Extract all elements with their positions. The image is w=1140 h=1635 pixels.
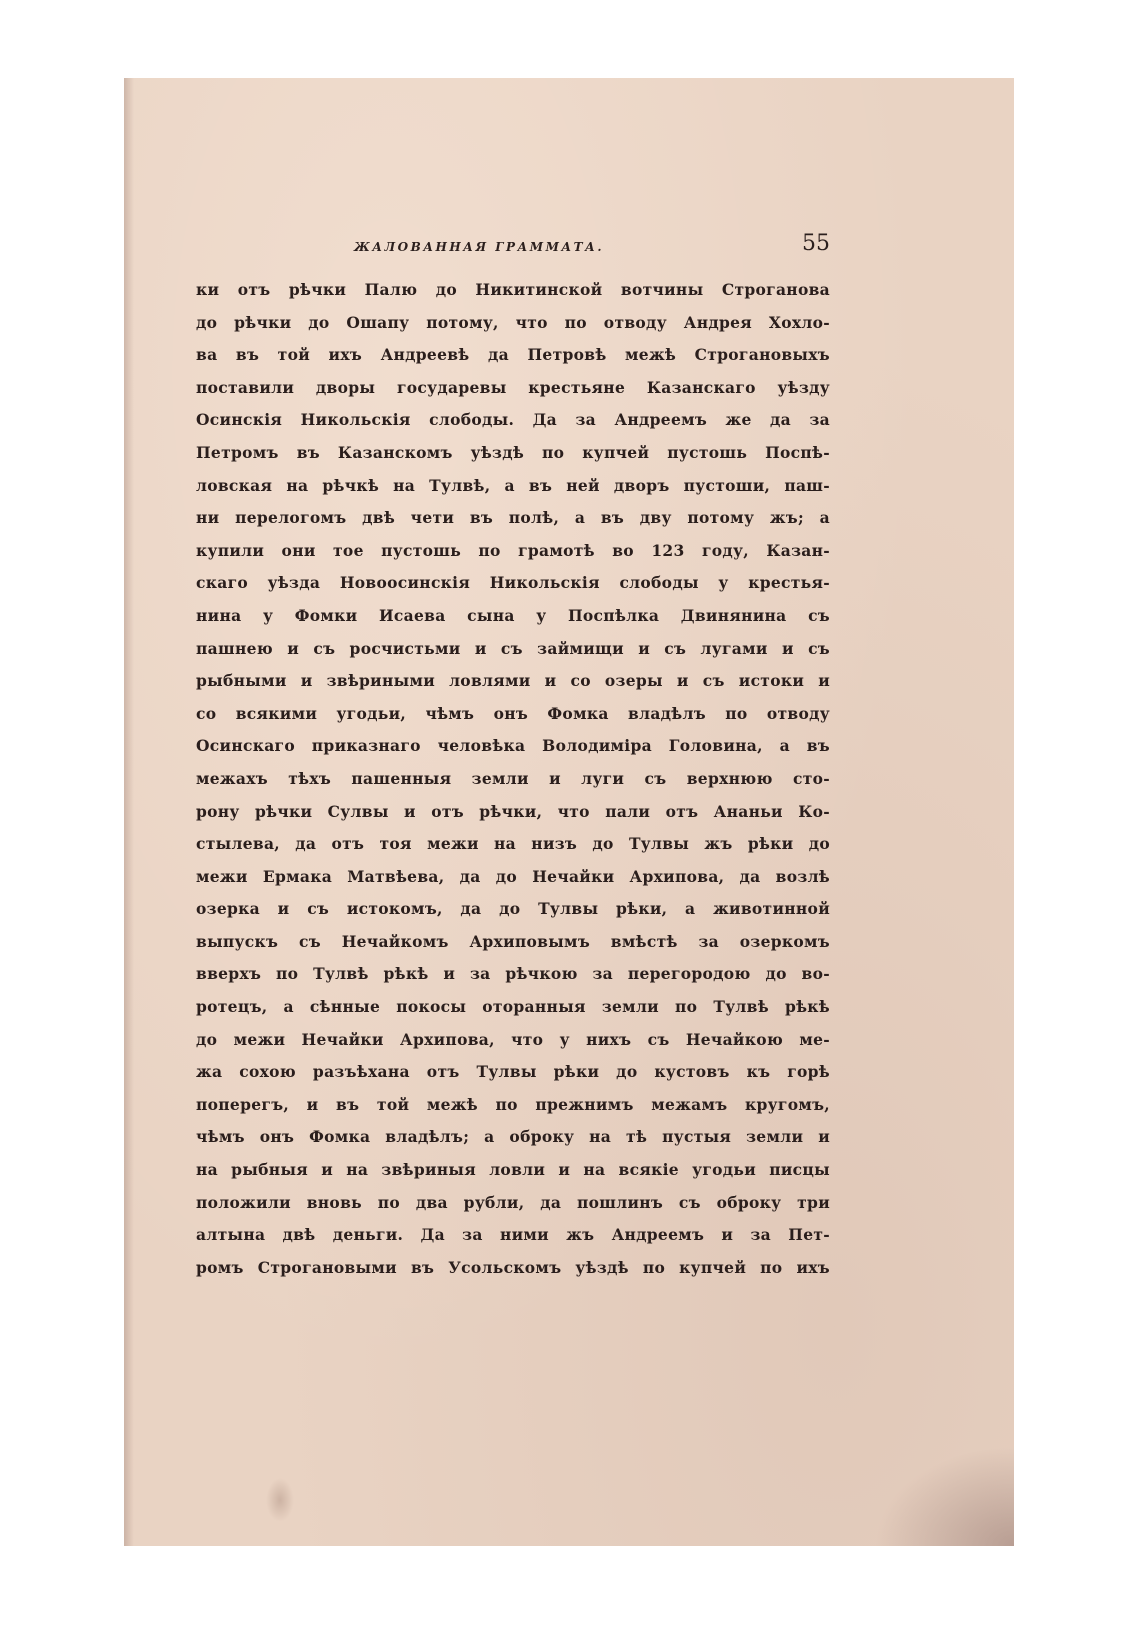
text-line: рыбными и звѣриными ловлями и со озеры и съ истоки и (196, 671, 830, 691)
page-corner-shadow (874, 1446, 1014, 1546)
text-line: Петромъ въ Казанскомъ уѣздѣ по купчей пустошь Поспѣ- (196, 442, 830, 462)
text-line: ки отъ рѣчки Палю до Никитинской вотчины Строганова (196, 280, 830, 299)
text-line: жа сохою разъѣхана отъ Тулвы рѣки до кустовъ къ горѣ (196, 1062, 830, 1082)
text-line: озерка и съ истокомъ, да до Тулвы рѣки, а животинной (196, 899, 830, 919)
text-line: чѣмъ онъ Фомка владѣлъ; а оброку на тѣ пустыя земли и (196, 1127, 830, 1147)
text-line: до рѣчки до Ошапу потому, что по отводу Андрея Хохло- (196, 312, 830, 332)
text-line: пашнею и съ росчистьми и съ займищи и съ лугами и съ (196, 638, 830, 658)
text-line: ни перелогомъ двѣ чети въ полѣ, а въ дву потому жъ; а (196, 508, 830, 528)
page-edge-shadow (124, 78, 134, 1546)
text-line: выпускъ съ Нечайкомъ Архиповымъ вмѣстѣ за озеркомъ (196, 931, 830, 951)
text-line: поперегъ, и въ той межѣ по прежнимъ межамъ кругомъ, (196, 1094, 830, 1114)
text-line: до межи Нечайки Архипова, что у нихъ съ Нечайкою ме- (196, 1029, 830, 1049)
running-title: ЖАЛОВАННАЯ ГРАММАТА. (354, 240, 605, 254)
text-line: со всякими угодьи, чѣмъ онъ Фомка владѣлъ по отводу (196, 703, 830, 723)
text-line: Осинскія Никольскія слободы. Да за Андреемъ же да за (196, 410, 830, 430)
text-line: нина у Фомки Исаева сына у Поспѣлка Двинянина съ (196, 605, 830, 625)
body-text (196, 274, 830, 1284)
text-line: на рыбныя и на звѣриныя ловли и на всякіе угодьи писцы (196, 1160, 830, 1180)
text-line: стылева, да отъ тоя межи на низъ до Тулвы жъ рѣки до (196, 834, 830, 854)
paper-stain (266, 1478, 294, 1522)
text-line: ловская на рѣчкѣ на Тулвѣ, а въ ней дворъ пустоши, паш- (196, 475, 830, 495)
text-line: межахъ тѣхъ пашенныя земли и луги съ верхнюю сто- (196, 768, 830, 788)
text-line: ротецъ, а сѣнные покосы оторанныя земли по Тулвѣ рѣкѣ (196, 997, 830, 1017)
page-number: 55 (802, 231, 830, 256)
text-line: ва въ той ихъ Андреевѣ да Петровѣ межѣ Строгановыхъ (196, 345, 830, 365)
text-line: межи Ермака Матвѣева, да до Нечайки Архипова, да возлѣ (196, 866, 830, 886)
text-line: купили они тое пустошь по грамотѣ во 123 году, Казан- (196, 540, 830, 560)
text-line: положили вновь по два рубли, да пошлинъ съ оброку три (196, 1192, 830, 1212)
text-line: Осинскаго приказнаго человѣка Володиміра Головина, а въ (196, 736, 830, 756)
text-line: ромъ Строгановыми въ Усольскомъ уѣздѣ по купчей по ихъ (196, 1257, 830, 1277)
page-header (196, 228, 830, 268)
text-line: рону рѣчки Сулвы и отъ рѣчки, что пали отъ Ананьи Ко- (196, 801, 830, 821)
text-line: вверхъ по Тулвѣ рѣкѣ и за рѣчкою за перегородою до во- (196, 964, 830, 984)
text-line: алтына двѣ деньги. Да за ними жъ Андреемъ и за Пет- (196, 1225, 830, 1245)
text-line: скаго уѣзда Новоосинскія Никольскія слободы у крестья- (196, 573, 830, 593)
text-line: поставили дворы государевы крестьяне Казанскаго уѣзду (196, 377, 830, 397)
